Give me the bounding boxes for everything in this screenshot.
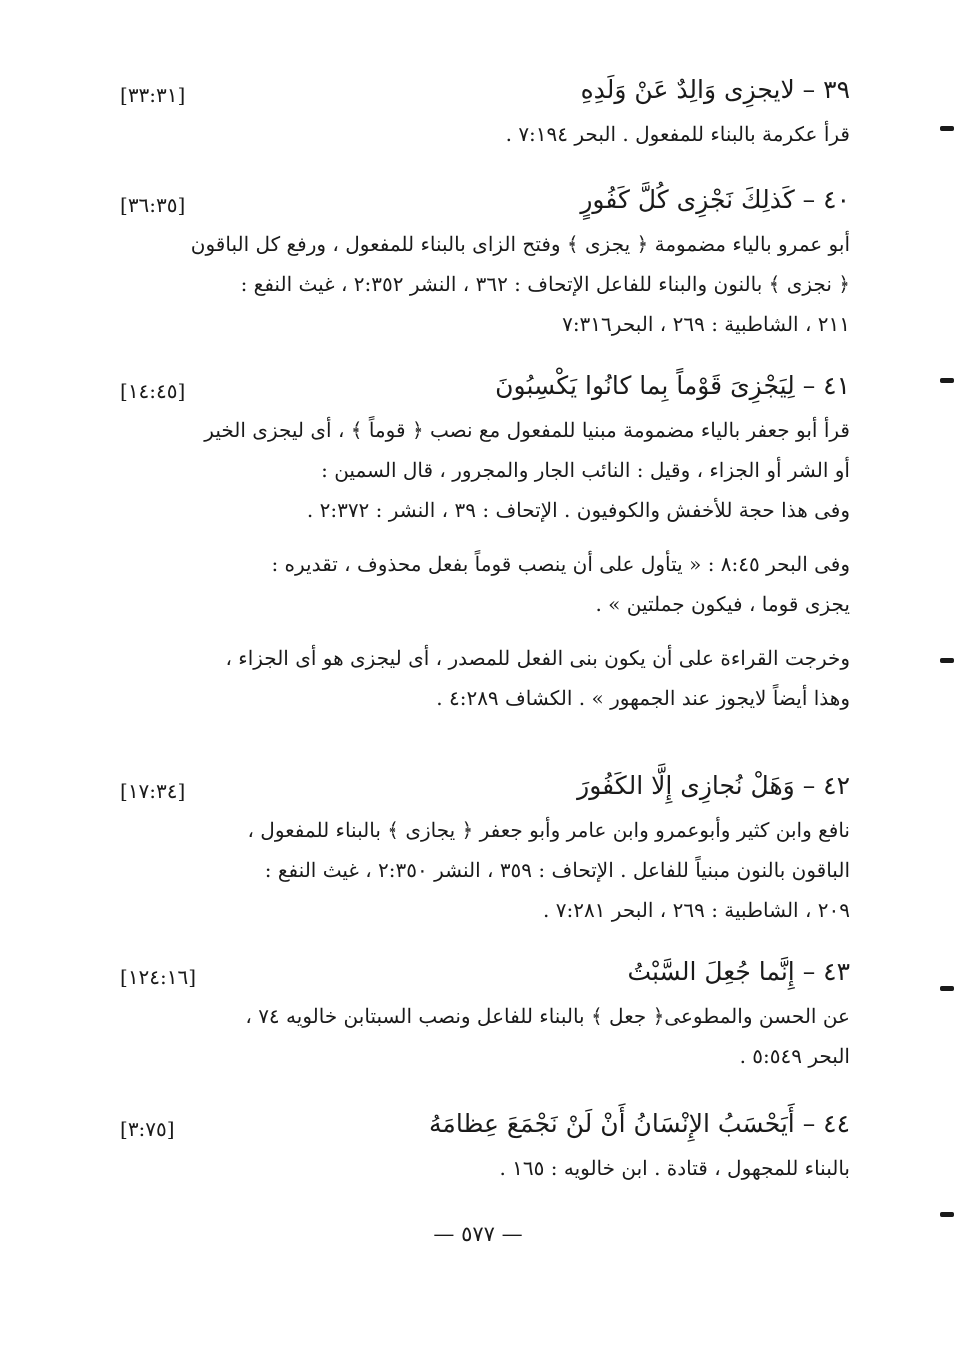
- entry-39: [110, 70, 850, 154]
- body-line: يجزى قوما ، فيكون جملتين » .: [595, 592, 850, 616]
- entry-heading: ٤١ – لِيَجْزِىَ قَوْماً بِما كانُوا يَكْسِبُونَ: [495, 371, 850, 400]
- verse-reference: [٣:٧٥]: [120, 1117, 175, 1141]
- entry-heading: ٤٢ – وَهَلْ نُجازِى إِلَّا الكَفُورَ: [577, 771, 850, 800]
- entry-41: [110, 366, 850, 718]
- scan-edge-mark: [940, 658, 954, 663]
- entry-heading: ٤٤ – أَيَحْسَبُ الإِنْسَانُ أَنْ لَنْ نَجْمَعَ عِظامَهُ: [429, 1109, 850, 1138]
- page-number: — ٥٧٧ —: [433, 1222, 523, 1246]
- verse-reference: [٣٦:٣٥]: [120, 193, 186, 217]
- entry-heading-row: [110, 70, 850, 114]
- entry-heading-row: [110, 366, 850, 410]
- verse-reference: [١٢٤:١٦]: [120, 965, 197, 989]
- scan-edge-mark: [940, 986, 954, 991]
- paragraph-gap: [110, 624, 850, 638]
- entry-heading: ٤٣ – إِنَّما جُعِلَ السَّبْتُ: [627, 957, 850, 986]
- scan-edge-mark: [940, 126, 954, 131]
- verse-reference: [١٤:٤٥]: [120, 379, 186, 403]
- entry-heading-row: [110, 952, 850, 996]
- entry-42: [110, 766, 850, 930]
- entry-heading-row: [110, 766, 850, 810]
- body-line: ﴿ نجزى ﴾ بالنون والبناء للفاعل الإتحاف : ٣٦٢ ، النشر ٢:٣٥٢ ، غيث النفع :: [240, 272, 850, 296]
- entry-heading-row: [110, 180, 850, 224]
- body-line: وفى هذا حجة للأخفش والكوفيون . الإتحاف : ٣٩ ، النشر : ٢:٣٧٢ .: [306, 498, 850, 522]
- scan-edge-mark: [940, 1212, 954, 1217]
- body-line: البحر ٥:٥٤٩ .: [739, 1044, 850, 1068]
- body-line: أو الشر أو الجزاء ، وقيل : النائب الجار والمجرور ، قال السمين :: [321, 458, 850, 482]
- body-line: نافع وابن كثير وأبوعمرو وابن عامر وأبو جعفر ﴿ يجازى ﴾ بالبناء للمفعول ،: [247, 818, 850, 842]
- body-line: بالبناء للمجهول ، قتادة . ابن خالويه : ١٦٥ .: [499, 1156, 850, 1180]
- entry-heading: ٤٠ – كَذلِكَ نَجْزِى كُلَّ كَفُورٍ: [580, 185, 850, 214]
- body-line: وفى البحر ٨:٤٥ : « يتأول على أن ينصب قوماً بفعل محذوف ، تقديره :: [271, 552, 850, 576]
- scan-edge-mark: [940, 378, 954, 383]
- body-line: قرأ أبو جعفر بالياء مضمومة مبنيا للمفعول مع نصب ﴿ قوماً ﴾ ، أى ليجزى الخير: [204, 418, 850, 442]
- body-line: عن الحسن والمطوعى﴿ جعل ﴾ بالبناء للفاعل ونصب السبتابن خالويه ٧٤ ،: [245, 1004, 850, 1028]
- body-line: ٢٠٩ ، الشاطبية : ٢٦٩ ، البحر ٧:٢٨١ .: [543, 898, 850, 922]
- entry-40: [110, 180, 850, 344]
- paragraph-gap: [110, 530, 850, 544]
- body-line: وهذا أيضاً لايجوز عند الجمهور » . الكشاف ٤:٢٨٩ .: [436, 686, 850, 710]
- body-line: قرأ عكرمة بالبناء للمفعول . البحر ٧:١٩٤ .: [505, 122, 850, 146]
- body-line: ٢١١ ، الشاطبية : ٢٦٩ ، البحر٧:٣١٦: [562, 312, 850, 336]
- body-line: وخرجت القراءة على أن يكون بنى الفعل للمصدر ، أى ليجزى هو أى الجزاء ،: [225, 646, 850, 670]
- body-line: الباقون بالنون مبنياً للفاعل . الإتحاف : ٣٥٩ ، النشر ٢:٣٥٠ ، غيث النفع :: [264, 858, 850, 882]
- entry-43: [110, 952, 850, 1076]
- verse-reference: [١٧:٣٤]: [120, 779, 186, 803]
- verse-reference: [٣٣:٣١]: [120, 83, 186, 107]
- entry-heading: ٣٩ – لايجزِى وَالِدٌ عَنْ وَلَدِهِ: [580, 75, 850, 104]
- entry-44: [110, 1104, 850, 1188]
- entry-heading-row: [110, 1104, 850, 1148]
- body-line: أبو عمرو بالياء مضمومة ﴿ يجزى ﴾ وفتح الزاى بالبناء للمفعول ، ورفع كل الباقون: [190, 232, 850, 256]
